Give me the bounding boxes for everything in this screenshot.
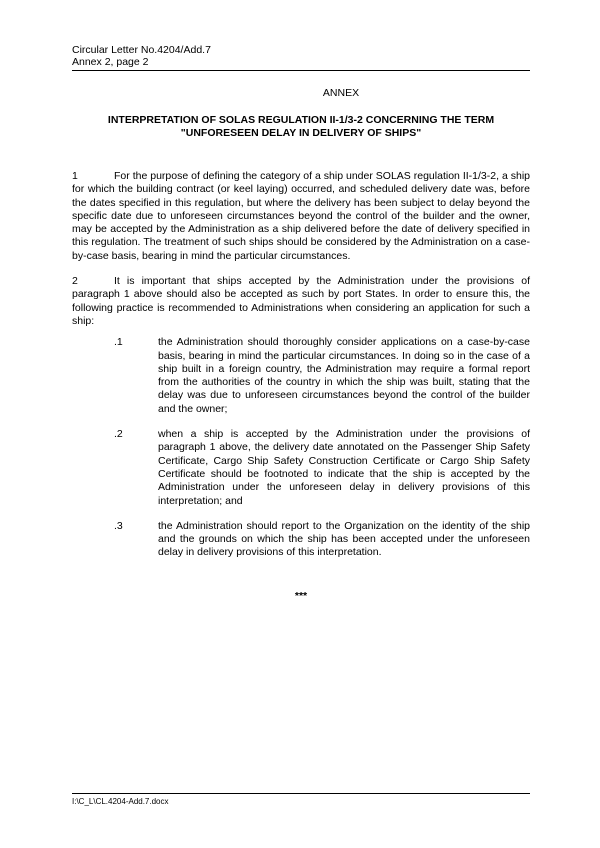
list-item: [72, 520, 530, 560]
list-item-text: the Administration should report to the Organization on the identity of the ship and the grounds on which the ship has been accepted under the unforeseen delay in delivery provisions of this interpretation.: [158, 519, 530, 559]
footer-file-path: I:\C_L\CL.4204-Add.7.docx: [72, 797, 169, 806]
header-circular-letter: Circular Letter No.4204/Add.7: [72, 44, 211, 56]
title-line-2: "UNFORESEEN DELAY IN DELIVERY OF SHIPS": [180, 127, 422, 139]
list-item: [72, 336, 530, 416]
page-footer: [72, 793, 530, 807]
paragraph-2: [72, 275, 530, 328]
document-page: [72, 44, 530, 814]
paragraph-number: 1: [72, 170, 78, 182]
list-item: [72, 428, 530, 508]
annex-heading: [72, 87, 530, 100]
list-item-text: the Administration should thoroughly consider applications on a case-by-case basis, bearing in mind the particular circumstances. In doing so in the case of a ship built in a foreign country, the Administration may require a formal report from the authorities of the country in which the ship was built, stating that the delay was due to unforeseen circumstances beyond the control of the builder and the owner;: [158, 336, 530, 415]
paragraph-number: 2: [72, 275, 78, 288]
list-item-number: .3: [114, 519, 123, 532]
list-item-number: .1: [114, 336, 123, 349]
paragraph-text: For the purpose of defining the category of a ship under SOLAS regulation II-1/3-2, a ship for which the building contract (or keel laying) occurred, and scheduled delivery date was, before the dates specified in this regulation, but where the delivery has been subject to delay beyond the specific date due to unforeseen circumstances beyond the control of the builder and the owner, may be accepted by the Administration as a ship delivered before the date of delivery specified in this regulation. The treatment of such ships should be considered by the Administration on a case-by-case basis, bearing in mind the particular circumstances.: [72, 170, 530, 262]
recommendation-list: [72, 336, 530, 559]
annex-label: ANNEX: [322, 87, 360, 99]
paragraph-1: [72, 170, 530, 263]
title-line-1: INTERPRETATION OF SOLAS REGULATION II-1/3-2 CONCERNING THE TERM: [107, 114, 495, 126]
document-title: [72, 114, 530, 140]
list-item-text: when a ship is accepted by the Administration under the provisions of paragraph 1 above, the delivery date annotated on the Passenger Ship Safety Certificate, Cargo Ship Safety Construction Certificate or Cargo Ship Safety Certificate should be footnoted to indicate that the ship is accepted by the Administration under the unforeseen delay in delivery provisions of this interpretation; and: [158, 428, 530, 507]
page-header: [72, 44, 530, 71]
end-of-document-mark: ***: [294, 589, 308, 602]
paragraph-text: It is important that ships accepted by the Administration under the provisions of paragraph 1 above should also be accepted as such by port States. In order to ensure this, the following practice is recommended to Administrations when considering an application for such a ship:: [72, 275, 530, 327]
list-item-number: .2: [114, 428, 123, 441]
header-annex-page: Annex 2, page 2: [72, 56, 149, 68]
